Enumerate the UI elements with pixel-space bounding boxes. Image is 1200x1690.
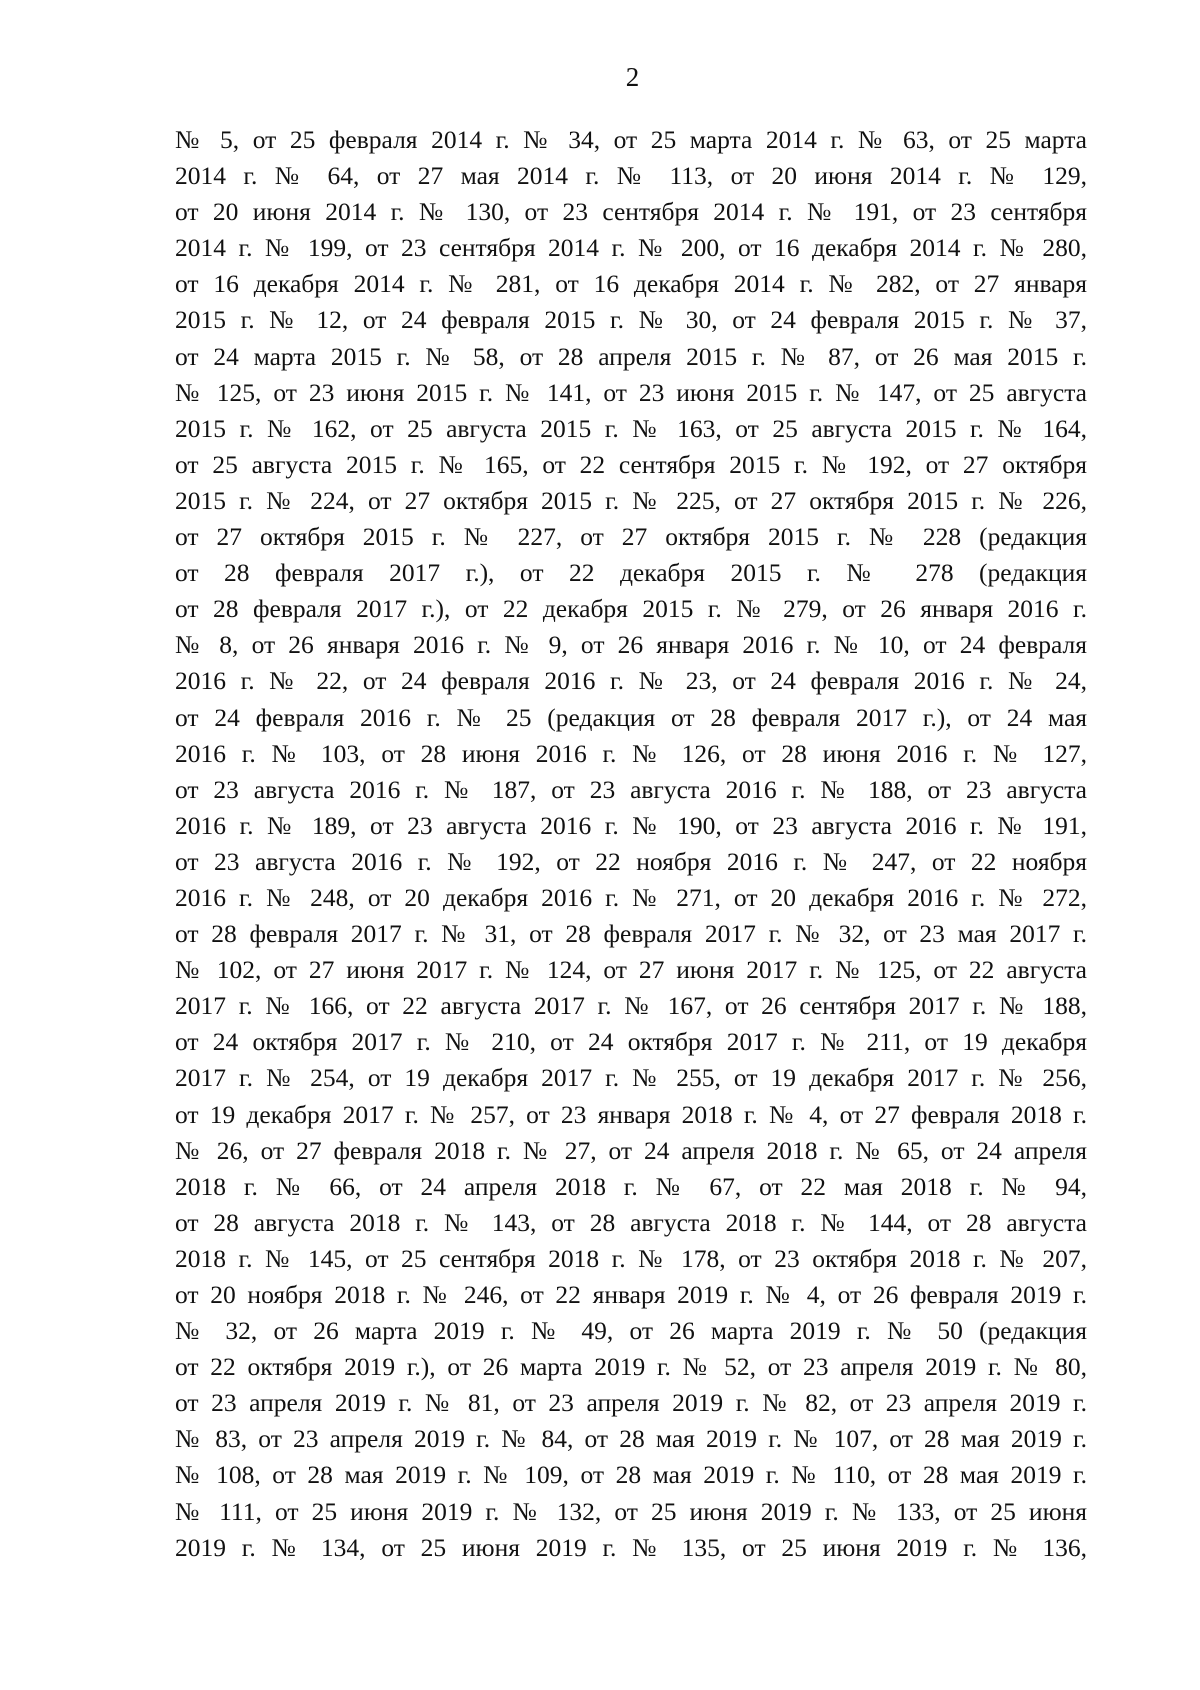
text-line: 2018 г. № 66, от 24 апреля 2018 г. № 67, от 22 мая 2018 г. № 94, [175, 1171, 1087, 1201]
text-line: № 5, от 25 февраля 2014 г. № 34, от 25 марта 2014 г. № 63, от 25 марта [175, 125, 1087, 154]
text-line: 2014 г. № 64, от 27 мая 2014 г. № 113, от 20 июня 2014 г. № 129, [175, 161, 1087, 191]
text-line: от 23 апреля 2019 г. № 81, от 23 апреля 2019 г. № 82, от 23 апреля 2019 г. [175, 1388, 1087, 1418]
text-line: 2017 г. № 166, от 22 августа 2017 г. № 167, от 26 сентября 2017 г. № 188, [175, 991, 1087, 1021]
text-line: № 111, от 25 июня 2019 г. № 132, от 25 июня 2019 г. № 133, от 25 июня [175, 1496, 1087, 1526]
text-line: от 27 октября 2015 г. № 227, от 27 октября 2015 г. № 228 (редакция [175, 522, 1087, 552]
text-line: от 28 февраля 2017 г.), от 22 декабря 2015 г. № 278 (редакция [175, 558, 1087, 588]
text-line: 2019 г. № 134, от 25 июня 2019 г. № 135, от 25 июня 2019 г. № 136, [175, 1532, 1087, 1562]
text-line: № 26, от 27 февраля 2018 г. № 27, от 24 апреля 2018 г. № 65, от 24 апреля [175, 1135, 1087, 1165]
text-line: 2016 г. № 103, от 28 июня 2016 г. № 126, от 28 июня 2016 г. № 127, [175, 738, 1087, 768]
text-line: от 19 декабря 2017 г. № 257, от 23 января 2018 г. № 4, от 27 февраля 2018 г. [175, 1099, 1087, 1129]
text-line: от 28 февраля 2017 г.), от 22 декабря 2015 г. № 279, от 26 января 2016 г. [175, 594, 1087, 624]
text-line: № 8, от 26 января 2016 г. № 9, от 26 января 2016 г. № 10, от 24 февраля [175, 630, 1087, 660]
text-line: 2018 г. № 145, от 25 сентября 2018 г. № 178, от 23 октября 2018 г. № 207, [175, 1243, 1087, 1273]
text-line: от 20 июня 2014 г. № 130, от 23 сентября 2014 г. № 191, от 23 сентября [175, 197, 1087, 227]
text-line: от 20 ноября 2018 г. № 246, от 22 января 2019 г. № 4, от 26 февраля 2019 г. [175, 1280, 1087, 1309]
text-line: № 102, от 27 июня 2017 г. № 124, от 27 июня 2017 г. № 125, от 22 августа [175, 955, 1087, 985]
text-line: от 24 октября 2017 г. № 210, от 24 октября 2017 г. № 211, от 19 декабря [175, 1027, 1087, 1057]
text-line: 2015 г. № 224, от 27 октября 2015 г. № 225, от 27 октября 2015 г. № 226, [175, 485, 1087, 515]
text-line: № 125, от 23 июня 2015 г. № 141, от 23 июня 2015 г. № 147, от 25 августа [175, 377, 1087, 407]
text-line: 2015 г. № 12, от 24 февраля 2015 г. № 30, от 24 февраля 2015 г. № 37, [175, 305, 1087, 335]
text-line: № 32, от 26 марта 2019 г. № 49, от 26 марта 2019 г. № 50 (редакция [175, 1316, 1087, 1346]
text-line: от 24 февраля 2016 г. № 25 (редакция от 28 февраля 2017 г.), от 24 мая [175, 702, 1087, 732]
text-line: № 108, от 28 мая 2019 г. № 109, от 28 мая 2019 г. № 110, от 28 мая 2019 г. [175, 1460, 1087, 1490]
text-line: от 28 февраля 2017 г. № 31, от 28 февраля 2017 г. № 32, от 23 мая 2017 г. [175, 919, 1087, 949]
text-line: 2014 г. № 199, от 23 сентября 2014 г. № 200, от 16 декабря 2014 г. № 280, [175, 233, 1087, 263]
text-line: 2016 г. № 248, от 20 декабря 2016 г. № 271, от 20 декабря 2016 г. № 272, [175, 882, 1087, 912]
text-line: от 28 августа 2018 г. № 143, от 28 августа 2018 г. № 144, от 28 августа [175, 1207, 1087, 1237]
body-text [175, 122, 1087, 1566]
text-line: № 83, от 23 апреля 2019 г. № 84, от 28 мая 2019 г. № 107, от 28 мая 2019 г. [175, 1424, 1087, 1454]
text-line: 2015 г. № 162, от 25 августа 2015 г. № 163, от 25 августа 2015 г. № 164, [175, 413, 1087, 443]
text-line: 2017 г. № 254, от 19 декабря 2017 г. № 255, от 19 декабря 2017 г. № 256, [175, 1063, 1087, 1093]
page-number: 2 [625, 62, 640, 92]
text-line: от 22 октября 2019 г.), от 26 марта 2019 г. № 52, от 23 апреля 2019 г. № 80, [175, 1352, 1087, 1382]
text-line: от 23 августа 2016 г. № 187, от 23 августа 2016 г. № 188, от 23 августа [175, 774, 1087, 804]
text-line: от 25 августа 2015 г. № 165, от 22 сентября 2015 г. № 192, от 27 октября [175, 449, 1087, 479]
text-line: от 24 марта 2015 г. № 58, от 28 апреля 2015 г. № 87, от 26 мая 2015 г. [175, 341, 1087, 371]
text-line: 2016 г. № 189, от 23 августа 2016 г. № 190, от 23 августа 2016 г. № 191, [175, 810, 1087, 840]
text-line: от 16 декабря 2014 г. № 281, от 16 декабря 2014 г. № 282, от 27 января [175, 269, 1087, 299]
text-line: от 23 августа 2016 г. № 192, от 22 ноября 2016 г. № 247, от 22 ноября [175, 846, 1087, 876]
text-line: 2016 г. № 22, от 24 февраля 2016 г. № 23, от 24 февраля 2016 г. № 24, [175, 666, 1087, 696]
